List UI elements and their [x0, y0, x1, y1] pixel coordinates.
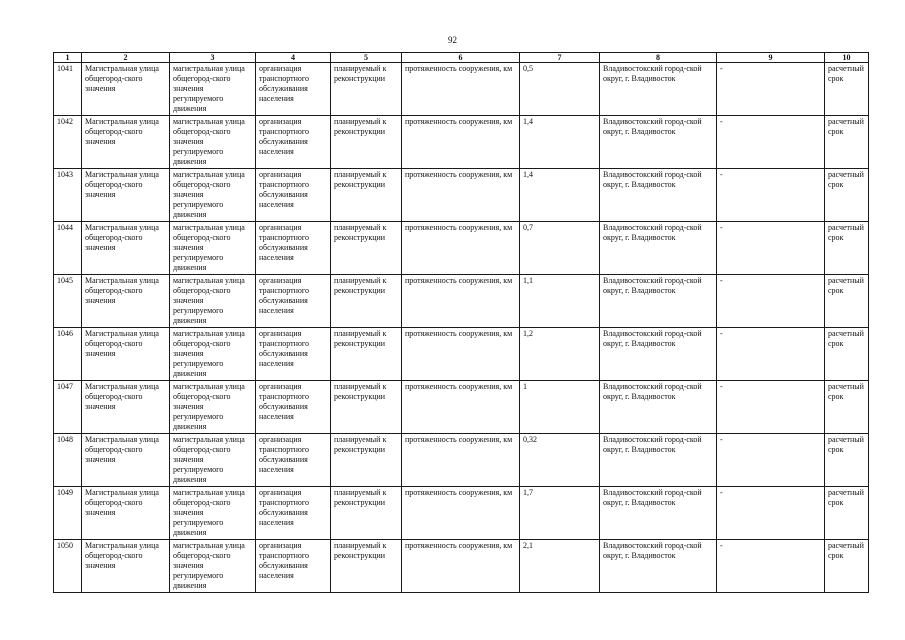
- object-parameter-cell: протяженность сооружения, км: [402, 63, 520, 116]
- row-number-cell: 1049: [54, 487, 82, 540]
- zone-info-cell: -: [717, 381, 825, 434]
- object-category-cell: магистральная улица общегород-ского значения регулируемого движения: [170, 222, 256, 275]
- column-header: 8: [600, 53, 717, 63]
- implementation-term-cell: расчетный срок: [825, 381, 869, 434]
- object-purpose-cell: организация транспортного обслуживания населения: [256, 328, 331, 381]
- zone-info-cell: -: [717, 275, 825, 328]
- table-body: [54, 63, 869, 593]
- object-name-cell: Магистральная улица общегород-ского значения: [82, 222, 170, 275]
- object-status-cell: планируемый к реконструкции: [331, 328, 402, 381]
- table-row: [54, 63, 869, 116]
- column-header: 6: [402, 53, 520, 63]
- column-header: 2: [82, 53, 170, 63]
- parameter-value-cell: 1,4: [520, 116, 600, 169]
- zone-info-cell: -: [717, 434, 825, 487]
- zone-info-cell: -: [717, 540, 825, 593]
- object-parameter-cell: протяженность сооружения, км: [402, 116, 520, 169]
- row-number-cell: 1043: [54, 169, 82, 222]
- object-status-cell: планируемый к реконструкции: [331, 169, 402, 222]
- object-name-cell: Магистральная улица общегород-ского значения: [82, 381, 170, 434]
- object-location-cell: Владивостокский город-ской округ, г. Владивосток: [600, 434, 717, 487]
- object-category-cell: магистральная улица общегород-ского значения регулируемого движения: [170, 540, 256, 593]
- object-name-cell: Магистральная улица общегород-ского значения: [82, 328, 170, 381]
- object-purpose-cell: организация транспортного обслуживания населения: [256, 434, 331, 487]
- object-purpose-cell: организация транспортного обслуживания населения: [256, 381, 331, 434]
- object-status-cell: планируемый к реконструкции: [331, 540, 402, 593]
- object-purpose-cell: организация транспортного обслуживания населения: [256, 487, 331, 540]
- implementation-term-cell: расчетный срок: [825, 540, 869, 593]
- implementation-term-cell: расчетный срок: [825, 63, 869, 116]
- object-name-cell: Магистральная улица общегород-ского значения: [82, 63, 170, 116]
- object-status-cell: планируемый к реконструкции: [331, 487, 402, 540]
- object-name-cell: Магистральная улица общегород-ского значения: [82, 275, 170, 328]
- object-parameter-cell: протяженность сооружения, км: [402, 328, 520, 381]
- zone-info-cell: -: [717, 487, 825, 540]
- object-purpose-cell: организация транспортного обслуживания населения: [256, 540, 331, 593]
- implementation-term-cell: расчетный срок: [825, 222, 869, 275]
- parameter-value-cell: 1,7: [520, 487, 600, 540]
- object-parameter-cell: протяженность сооружения, км: [402, 434, 520, 487]
- object-name-cell: Магистральная улица общегород-ского значения: [82, 434, 170, 487]
- implementation-term-cell: расчетный срок: [825, 169, 869, 222]
- object-purpose-cell: организация транспортного обслуживания населения: [256, 116, 331, 169]
- column-header: 5: [331, 53, 402, 63]
- row-number-cell: 1047: [54, 381, 82, 434]
- object-location-cell: Владивостокский город-ской округ, г. Владивосток: [600, 169, 717, 222]
- table-row: [54, 169, 869, 222]
- object-category-cell: магистральная улица общегород-ского значения регулируемого движения: [170, 487, 256, 540]
- table-row: [54, 381, 869, 434]
- table-row: [54, 328, 869, 381]
- row-number-cell: 1041: [54, 63, 82, 116]
- object-category-cell: магистральная улица общегород-ского значения регулируемого движения: [170, 63, 256, 116]
- table-row: [54, 434, 869, 487]
- zone-info-cell: -: [717, 63, 825, 116]
- object-status-cell: планируемый к реконструкции: [331, 116, 402, 169]
- column-header: 3: [170, 53, 256, 63]
- row-number-cell: 1044: [54, 222, 82, 275]
- zone-info-cell: -: [717, 222, 825, 275]
- object-parameter-cell: протяженность сооружения, км: [402, 169, 520, 222]
- parameter-value-cell: 0,7: [520, 222, 600, 275]
- column-header: 10: [825, 53, 869, 63]
- table-row: [54, 487, 869, 540]
- column-header: 4: [256, 53, 331, 63]
- object-name-cell: Магистральная улица общегород-ского значения: [82, 169, 170, 222]
- object-parameter-cell: протяженность сооружения, км: [402, 540, 520, 593]
- object-category-cell: магистральная улица общегород-ского значения регулируемого движения: [170, 434, 256, 487]
- object-location-cell: Владивостокский город-ской округ, г. Владивосток: [600, 116, 717, 169]
- object-category-cell: магистральная улица общегород-ского значения регулируемого движения: [170, 116, 256, 169]
- object-category-cell: магистральная улица общегород-ского значения регулируемого движения: [170, 381, 256, 434]
- parameter-value-cell: 1,2: [520, 328, 600, 381]
- object-location-cell: Владивостокский город-ской округ, г. Владивосток: [600, 222, 717, 275]
- object-category-cell: магистральная улица общегород-ского значения регулируемого движения: [170, 275, 256, 328]
- parameter-value-cell: 1: [520, 381, 600, 434]
- object-status-cell: планируемый к реконструкции: [331, 63, 402, 116]
- object-location-cell: Владивостокский город-ской округ, г. Владивосток: [600, 540, 717, 593]
- implementation-term-cell: расчетный срок: [825, 434, 869, 487]
- object-status-cell: планируемый к реконструкции: [331, 381, 402, 434]
- parameter-value-cell: 2,1: [520, 540, 600, 593]
- object-status-cell: планируемый к реконструкции: [331, 222, 402, 275]
- row-number-cell: 1048: [54, 434, 82, 487]
- implementation-term-cell: расчетный срок: [825, 116, 869, 169]
- object-location-cell: Владивостокский город-ской округ, г. Владивосток: [600, 63, 717, 116]
- row-number-cell: 1045: [54, 275, 82, 328]
- parameter-value-cell: 1,4: [520, 169, 600, 222]
- object-category-cell: магистральная улица общегород-ского значения регулируемого движения: [170, 169, 256, 222]
- parameter-value-cell: 0,32: [520, 434, 600, 487]
- object-location-cell: Владивостокский город-ской округ, г. Владивосток: [600, 328, 717, 381]
- row-number-cell: 1042: [54, 116, 82, 169]
- parameter-value-cell: 0,5: [520, 63, 600, 116]
- page-number: 92: [448, 35, 457, 45]
- implementation-term-cell: расчетный срок: [825, 275, 869, 328]
- table-row: [54, 116, 869, 169]
- object-location-cell: Владивостокский город-ской округ, г. Владивосток: [600, 381, 717, 434]
- column-header: 9: [717, 53, 825, 63]
- object-status-cell: планируемый к реконструкции: [331, 434, 402, 487]
- implementation-term-cell: расчетный срок: [825, 487, 869, 540]
- table-row: [54, 222, 869, 275]
- row-number-cell: 1046: [54, 328, 82, 381]
- object-parameter-cell: протяженность сооружения, км: [402, 381, 520, 434]
- table-header-row: [54, 53, 869, 63]
- parameter-value-cell: 1,1: [520, 275, 600, 328]
- object-parameter-cell: протяженность сооружения, км: [402, 487, 520, 540]
- object-purpose-cell: организация транспортного обслуживания населения: [256, 63, 331, 116]
- column-header: 1: [54, 53, 82, 63]
- column-header: 7: [520, 53, 600, 63]
- object-name-cell: Магистральная улица общегород-ского значения: [82, 540, 170, 593]
- zone-info-cell: -: [717, 328, 825, 381]
- object-location-cell: Владивостокский город-ской округ, г. Владивосток: [600, 275, 717, 328]
- object-category-cell: магистральная улица общегород-ского значения регулируемого движения: [170, 328, 256, 381]
- object-parameter-cell: протяженность сооружения, км: [402, 222, 520, 275]
- object-parameter-cell: протяженность сооружения, км: [402, 275, 520, 328]
- object-location-cell: Владивостокский город-ской округ, г. Владивосток: [600, 487, 717, 540]
- object-purpose-cell: организация транспортного обслуживания населения: [256, 222, 331, 275]
- object-purpose-cell: организация транспортного обслуживания населения: [256, 169, 331, 222]
- zone-info-cell: -: [717, 169, 825, 222]
- object-purpose-cell: организация транспортного обслуживания населения: [256, 275, 331, 328]
- object-name-cell: Магистральная улица общегород-ского значения: [82, 116, 170, 169]
- row-number-cell: 1050: [54, 540, 82, 593]
- table-row: [54, 275, 869, 328]
- object-name-cell: Магистральная улица общегород-ского значения: [82, 487, 170, 540]
- objects-table: [53, 52, 869, 593]
- implementation-term-cell: расчетный срок: [825, 328, 869, 381]
- table-row: [54, 540, 869, 593]
- zone-info-cell: -: [717, 116, 825, 169]
- object-status-cell: планируемый к реконструкции: [331, 275, 402, 328]
